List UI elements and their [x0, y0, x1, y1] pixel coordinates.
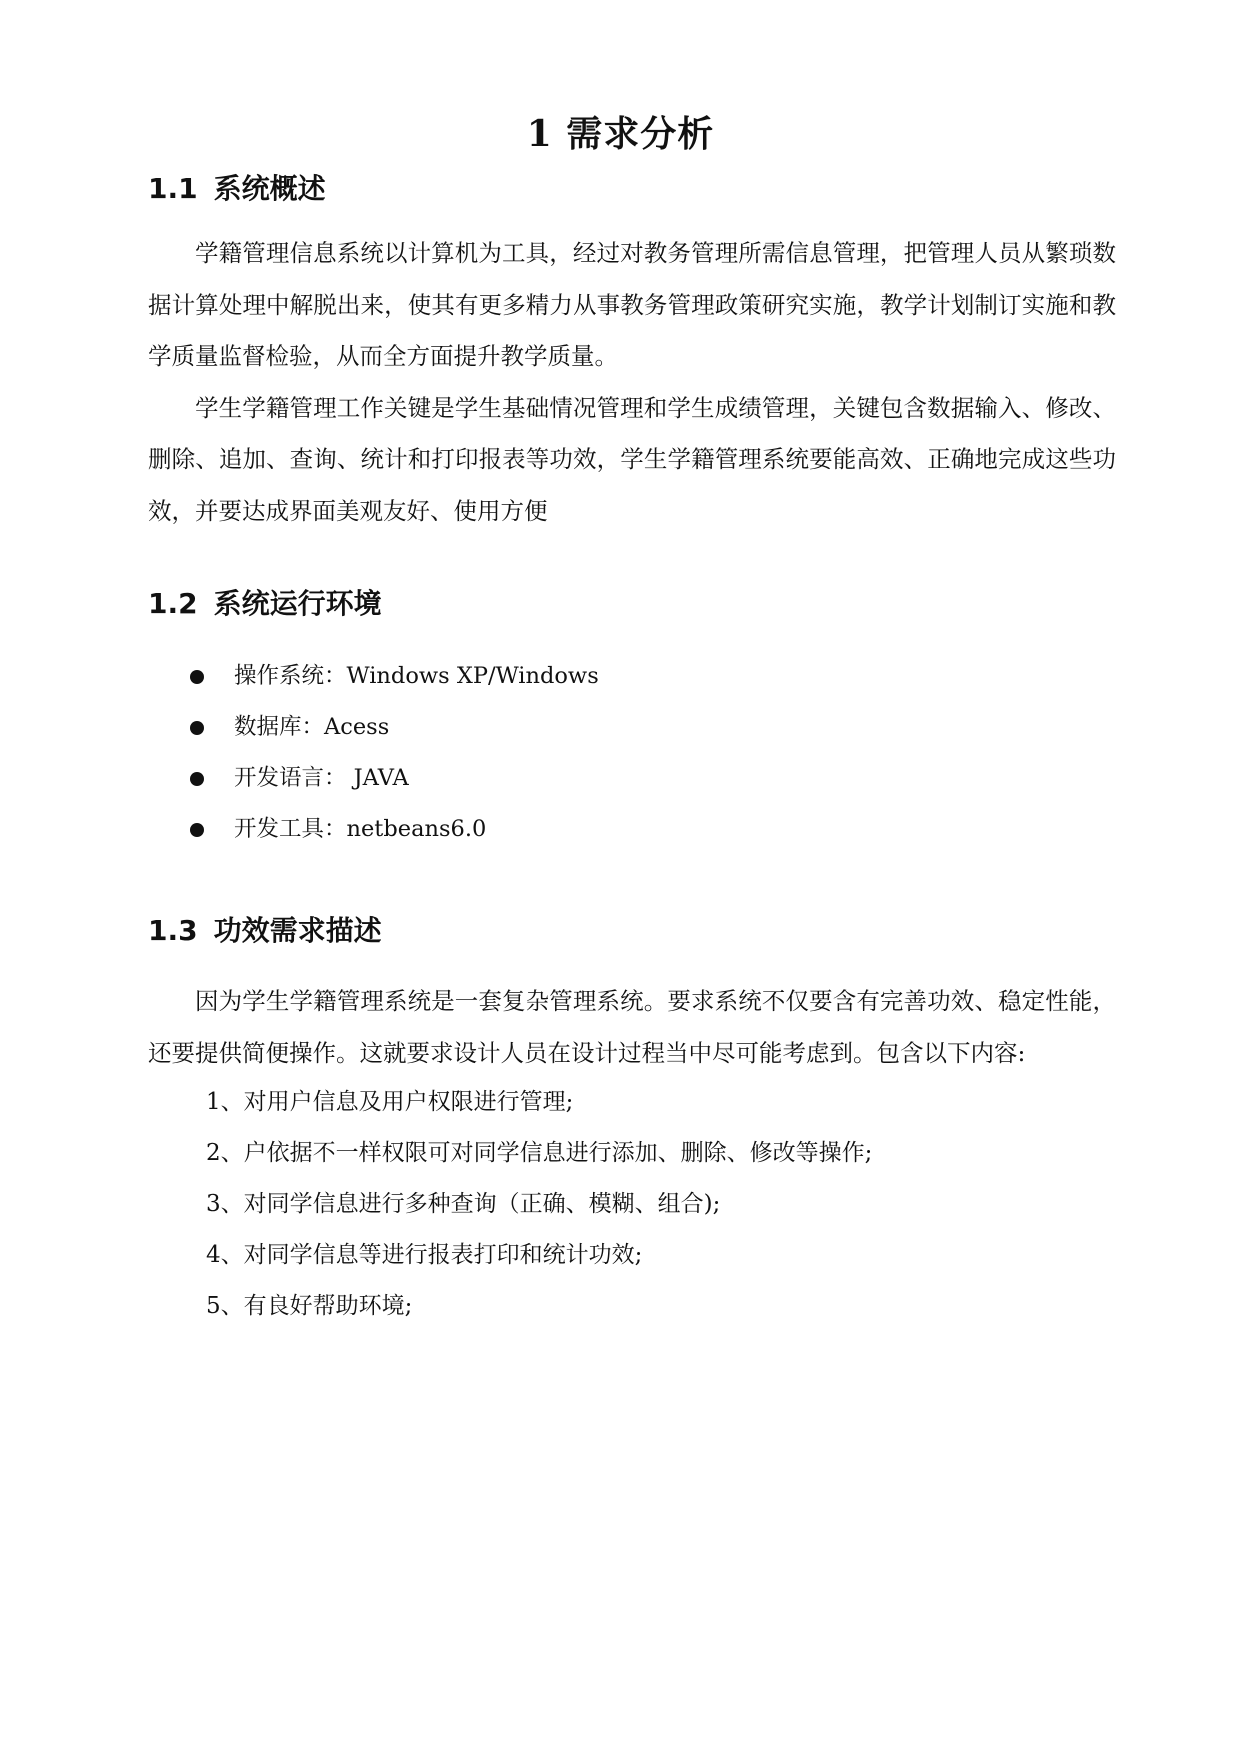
section-number: 1.3: [148, 914, 198, 947]
bullet-icon: [190, 823, 204, 837]
environment-list: [190, 651, 1090, 855]
list-item: 3、对同学信息进行多种查询（正确、模糊、组合);: [206, 1191, 721, 1217]
list-item: 操作系统：Windows XP/Windows: [190, 651, 1090, 702]
section-heading-1-3: [148, 909, 382, 953]
section-1-1-body: [148, 228, 1116, 537]
chapter-title: 1 需求分析: [526, 113, 715, 155]
paragraph: 学生学籍管理工作关键是学生基础情况管理和学生成绩管理，关键包含数据输入、修改、删除、追加、查询、统计和打印报表等功效，学生学籍管理系统要能高效、正确地完成这些功效，并要达成界面美观友好、使用方便: [148, 393, 1116, 525]
feature-list: [206, 1077, 1106, 1332]
bullet-icon: [190, 670, 204, 684]
bullet-icon: [190, 721, 204, 735]
section-number: 1.1: [148, 172, 198, 205]
list-item: 5、有良好帮助环境;: [206, 1293, 413, 1319]
bullet-icon: [190, 772, 204, 786]
section-number: 1.2: [148, 587, 198, 620]
paragraph: 因为学生学籍管理系统是一套复杂管理系统。要求系统不仅要含有完善功效、稳定性能，还要提供简便操作。这就要求设计人员在设计过程当中尽可能考虑到。包含以下内容:: [148, 987, 1116, 1067]
list-item: 开发工具：netbeans6.0: [190, 804, 1090, 855]
list-item: 开发语言： JAVA: [190, 753, 1090, 804]
list-item: 2、户依据不一样权限可对同学信息进行添加、删除、修改等操作;: [206, 1140, 873, 1166]
list-item: 1、对用户信息及用户权限进行管理;: [206, 1089, 574, 1115]
section-title: 系统概述: [213, 172, 326, 205]
section-title: 系统运行环境: [213, 587, 382, 620]
section-1-3-body: [148, 976, 1116, 1079]
section-heading-1-2: [148, 582, 382, 626]
paragraph: 学籍管理信息系统以计算机为工具，经过对教务管理所需信息管理，把管理人员从繁琐数据计算处理中解脱出来，使其有更多精力从事教务管理政策研究实施，教学计划制订实施和教学质量监督检验，从而全方面提升教学质量。: [148, 239, 1116, 370]
section-heading-1-1: [148, 167, 326, 211]
list-item: 数据库：Acess: [190, 702, 1090, 753]
section-title: 功效需求描述: [213, 914, 382, 947]
list-item: 4、对同学信息等进行报表打印和统计功效;: [206, 1242, 643, 1268]
